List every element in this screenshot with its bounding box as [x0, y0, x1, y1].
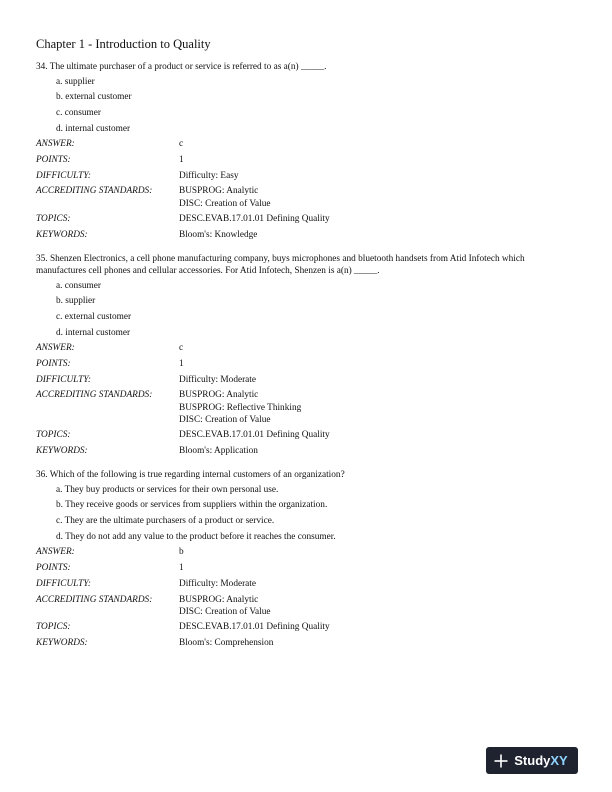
points-value: 1: [179, 359, 184, 370]
option-a: a. supplier: [56, 76, 95, 87]
question-34: [36, 61, 576, 241]
keywords-row: [36, 229, 576, 241]
answer-options: [36, 76, 576, 135]
difficulty-label: DIFFICULTY:: [36, 578, 91, 589]
accrediting-values: [179, 389, 576, 425]
keywords-label: KEYWORDS:: [36, 446, 88, 457]
accrediting-value: DISC: Creation of Value: [179, 198, 271, 209]
badge-text-accent: XY: [550, 753, 568, 768]
accrediting-value: DISC: Creation of Value: [179, 606, 271, 617]
question-text: 36. Which of the following is true regarding internal customers of an organization?: [36, 470, 345, 481]
option-b: b. supplier: [56, 296, 96, 307]
topics-row: [36, 621, 576, 633]
points-label: POINTS:: [36, 359, 71, 370]
accrediting-row: [36, 389, 576, 425]
question-35: [36, 253, 576, 457]
option-d: d. internal customer: [56, 123, 131, 134]
difficulty-label: DIFFICULTY:: [36, 170, 91, 181]
difficulty-row: [36, 374, 576, 386]
question-text: 34. The ultimate purchaser of a product or service is referred to as a(n) _____.: [36, 62, 327, 72]
answer-label: ANSWER:: [36, 547, 75, 558]
studyxy-badge[interactable]: [486, 747, 578, 774]
option-b: b. external customer: [56, 92, 132, 103]
keywords-label: KEYWORDS:: [36, 229, 88, 240]
accrediting-value: BUSPROG: Analytic: [179, 594, 259, 605]
keywords-label: KEYWORDS:: [36, 638, 88, 648]
answer-label: ANSWER:: [36, 343, 75, 354]
difficulty-label: DIFFICULTY:: [36, 374, 91, 385]
topics-row: [36, 213, 576, 225]
accrediting-row: [36, 594, 576, 618]
topics-label: TOPICS:: [36, 214, 71, 225]
difficulty-row: [36, 578, 576, 590]
accrediting-value: BUSPROG: Analytic: [179, 186, 259, 197]
accrediting-values: [179, 185, 576, 209]
points-row: [36, 562, 576, 574]
accrediting-value: BUSPROG: Analytic: [179, 390, 259, 401]
accrediting-label: ACCREDITING STANDARDS:: [36, 390, 153, 401]
question-text: 35. Shenzen Electronics, a cell phone manufacturing company, buys microphones and bluetooth handsets from Atid Infotech which manufactures cell phones and cellular accessories. For Atid Infotech, Shenzen is a(n) _____.: [36, 253, 525, 277]
answer-value: b: [179, 547, 184, 558]
answer-value: c: [179, 343, 184, 354]
answer-value: c: [179, 139, 184, 150]
topics-value: DESC.EVAB.17.01.01 Defining Quality: [179, 622, 330, 633]
topics-value: DESC.EVAB.17.01.01 Defining Quality: [179, 214, 330, 225]
option-a: a. consumer: [56, 280, 101, 291]
option-c: c. consumer: [56, 107, 101, 118]
answer-options: [36, 484, 576, 543]
answer-row: [36, 138, 576, 150]
question-list: [36, 61, 576, 661]
accrediting-value: BUSPROG: Reflective Thinking: [179, 402, 302, 413]
topics-label: TOPICS:: [36, 430, 71, 441]
points-row: [36, 154, 576, 166]
difficulty-value: Difficulty: Moderate: [179, 578, 257, 589]
difficulty-row: [36, 170, 576, 182]
option-b: b. They receive goods or services from suppliers within the organization.: [56, 500, 328, 511]
option-a: a. They buy products or services for their own personal use.: [56, 484, 279, 495]
topics-row: [36, 429, 576, 441]
chapter-title: Chapter 1 - Introduction to Quality: [36, 37, 211, 51]
badge-text-main: Study: [514, 753, 551, 768]
answer-row: [36, 342, 576, 354]
difficulty-value: Difficulty: Easy: [179, 170, 239, 181]
answer-label: ANSWER:: [36, 139, 75, 150]
difficulty-value: Difficulty: Moderate: [179, 374, 257, 385]
answer-row: [36, 546, 576, 558]
points-value: 1: [179, 563, 184, 574]
points-row: [36, 358, 576, 370]
option-d: d. They do not add any value to the product before it reaches the consumer.: [56, 531, 336, 542]
points-value: 1: [179, 155, 184, 166]
answer-options: [36, 280, 576, 339]
points-label: POINTS:: [36, 563, 71, 574]
option-c: c. They are the ultimate purchasers of a product or service.: [56, 516, 275, 527]
question-36: [36, 469, 576, 649]
accrediting-values: [179, 594, 576, 618]
accrediting-label: ACCREDITING STANDARDS:: [36, 186, 153, 197]
keywords-value: Bloom's: Application: [179, 446, 258, 457]
accrediting-label: ACCREDITING STANDARDS:: [36, 594, 153, 605]
topics-label: TOPICS:: [36, 622, 71, 633]
topics-value: DESC.EVAB.17.01.01 Defining Quality: [179, 430, 330, 441]
option-c: c. external customer: [56, 312, 132, 323]
accrediting-row: [36, 185, 576, 209]
keywords-value: Bloom's: Comprehension: [179, 638, 274, 648]
points-label: POINTS:: [36, 155, 71, 166]
plus-icon: [494, 754, 508, 768]
accrediting-value: DISC: Creation of Value: [179, 414, 271, 425]
option-d: d. internal customer: [56, 327, 131, 338]
keywords-value: Bloom's: Knowledge: [179, 229, 258, 240]
keywords-row: [36, 445, 576, 457]
keywords-row: [36, 637, 576, 649]
